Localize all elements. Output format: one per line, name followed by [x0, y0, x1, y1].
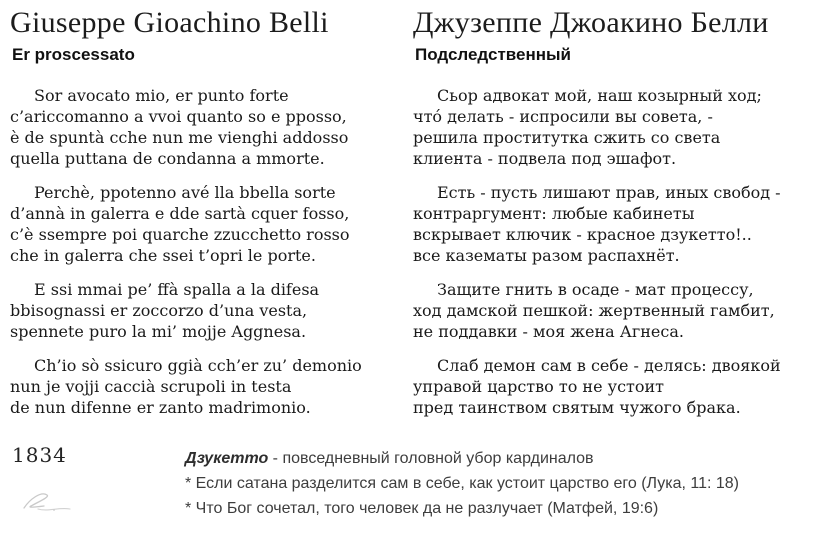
footnote-term: Дзукетто [185, 450, 269, 467]
poem-line: è de spuntà cche nun me vienghi addosso [10, 127, 349, 147]
footnote-term-definition: - повседневный головной убор кардиналов [268, 450, 594, 467]
stanza-2-original [10, 182, 402, 266]
stanza-4-translation [413, 355, 817, 418]
footnote-line: * Если сатана разделится сам в себе, как устоит царство его (Лука, 11: 18) [185, 475, 739, 492]
poem-line: spennete puro la mi’ mojje Aggnesa. [10, 321, 307, 341]
stanza-1-translation [413, 85, 817, 169]
poem-line: Сьор адвокат мой, наш козырный ход; [437, 85, 762, 105]
poem-line: c’è ssempre poi quarche zzucchetto rosso [10, 224, 350, 244]
poem-line: quella puttana de condanna a mmorte. [10, 148, 325, 168]
poem-line: Ch’io sò ssicuro ggià cch’er zu’ demonio [34, 355, 362, 375]
stanza-3-original [10, 279, 402, 342]
poem-line: вскрывает ключик - красное дзукетто!.. [413, 224, 752, 244]
footnotes-block [185, 446, 810, 521]
poem-line: Sor avocato mio, er punto forte [34, 85, 289, 105]
poem-line: bbisognassi er zoccorzo d’una vesta, [10, 300, 308, 320]
poem-title-original: Er proscessato [12, 44, 135, 64]
poem-line: ход дамской пешкой: жертвенный гамбит, [413, 300, 775, 320]
poem-line: Слаб демон сам в себе - делясь: двоякой [437, 355, 781, 375]
poem-line: все казематы разом распахнёт. [413, 245, 680, 265]
stanza-2-translation [413, 182, 817, 266]
poem-line: d’annà in galerra e dde sartà cquer fosso, [10, 203, 350, 223]
translation-poem-column [413, 6, 817, 431]
poem-line: что́ делать - испросили вы совета, - [413, 106, 713, 126]
poem-line: управой царство то не устоит [413, 376, 665, 396]
poem-line: не поддавки - моя жена Агнеса. [413, 321, 684, 341]
stanza-4-original [10, 355, 402, 418]
poem-title-translated: Подследственный [415, 44, 571, 64]
poem-line: nun je vojji caccià scrupoli in testa [10, 376, 292, 396]
poem-line: пред таинством святым чужого брака. [413, 397, 741, 417]
footnote-line: * Что Бог сочетал, того человек да не разлучает (Матфей, 19:6) [185, 500, 659, 517]
footnote-term-line [185, 446, 810, 471]
original-poem-column [10, 6, 402, 431]
poem-line: de nun difenne er zanto madrimonio. [10, 397, 311, 417]
poem-line: Защите гнить в осаде - мат процессу, [437, 279, 754, 299]
poem-line: клиента - подвела под эшафот. [413, 148, 677, 168]
signature-scribble-icon [16, 486, 78, 520]
author-name-original: Giuseppe Gioachino Belli [10, 6, 329, 39]
poem-line: Perchè, ppotenno avé lla bbella sorte [34, 182, 336, 202]
poem-line: c’ariccomanno a vvoi quanto so e pposso, [10, 106, 347, 126]
stanza-1-original [10, 85, 402, 169]
poem-line: che in galerra che ssei t’opri le porte. [10, 245, 316, 265]
author-name-translated: Джузеппе Джоакино Белли [413, 6, 769, 39]
poem-line: Есть - пусть лишают прав, иных свобод - [437, 182, 781, 202]
poem-line: решила проститутка сжить со света [413, 127, 721, 147]
poem-line: E ssi mmai pe’ ffà spalla a la difesa [34, 279, 320, 299]
year-label: 1834 [12, 443, 67, 467]
poem-line: контраргумент: любые кабинеты [413, 203, 695, 223]
stanza-3-translation [413, 279, 817, 342]
